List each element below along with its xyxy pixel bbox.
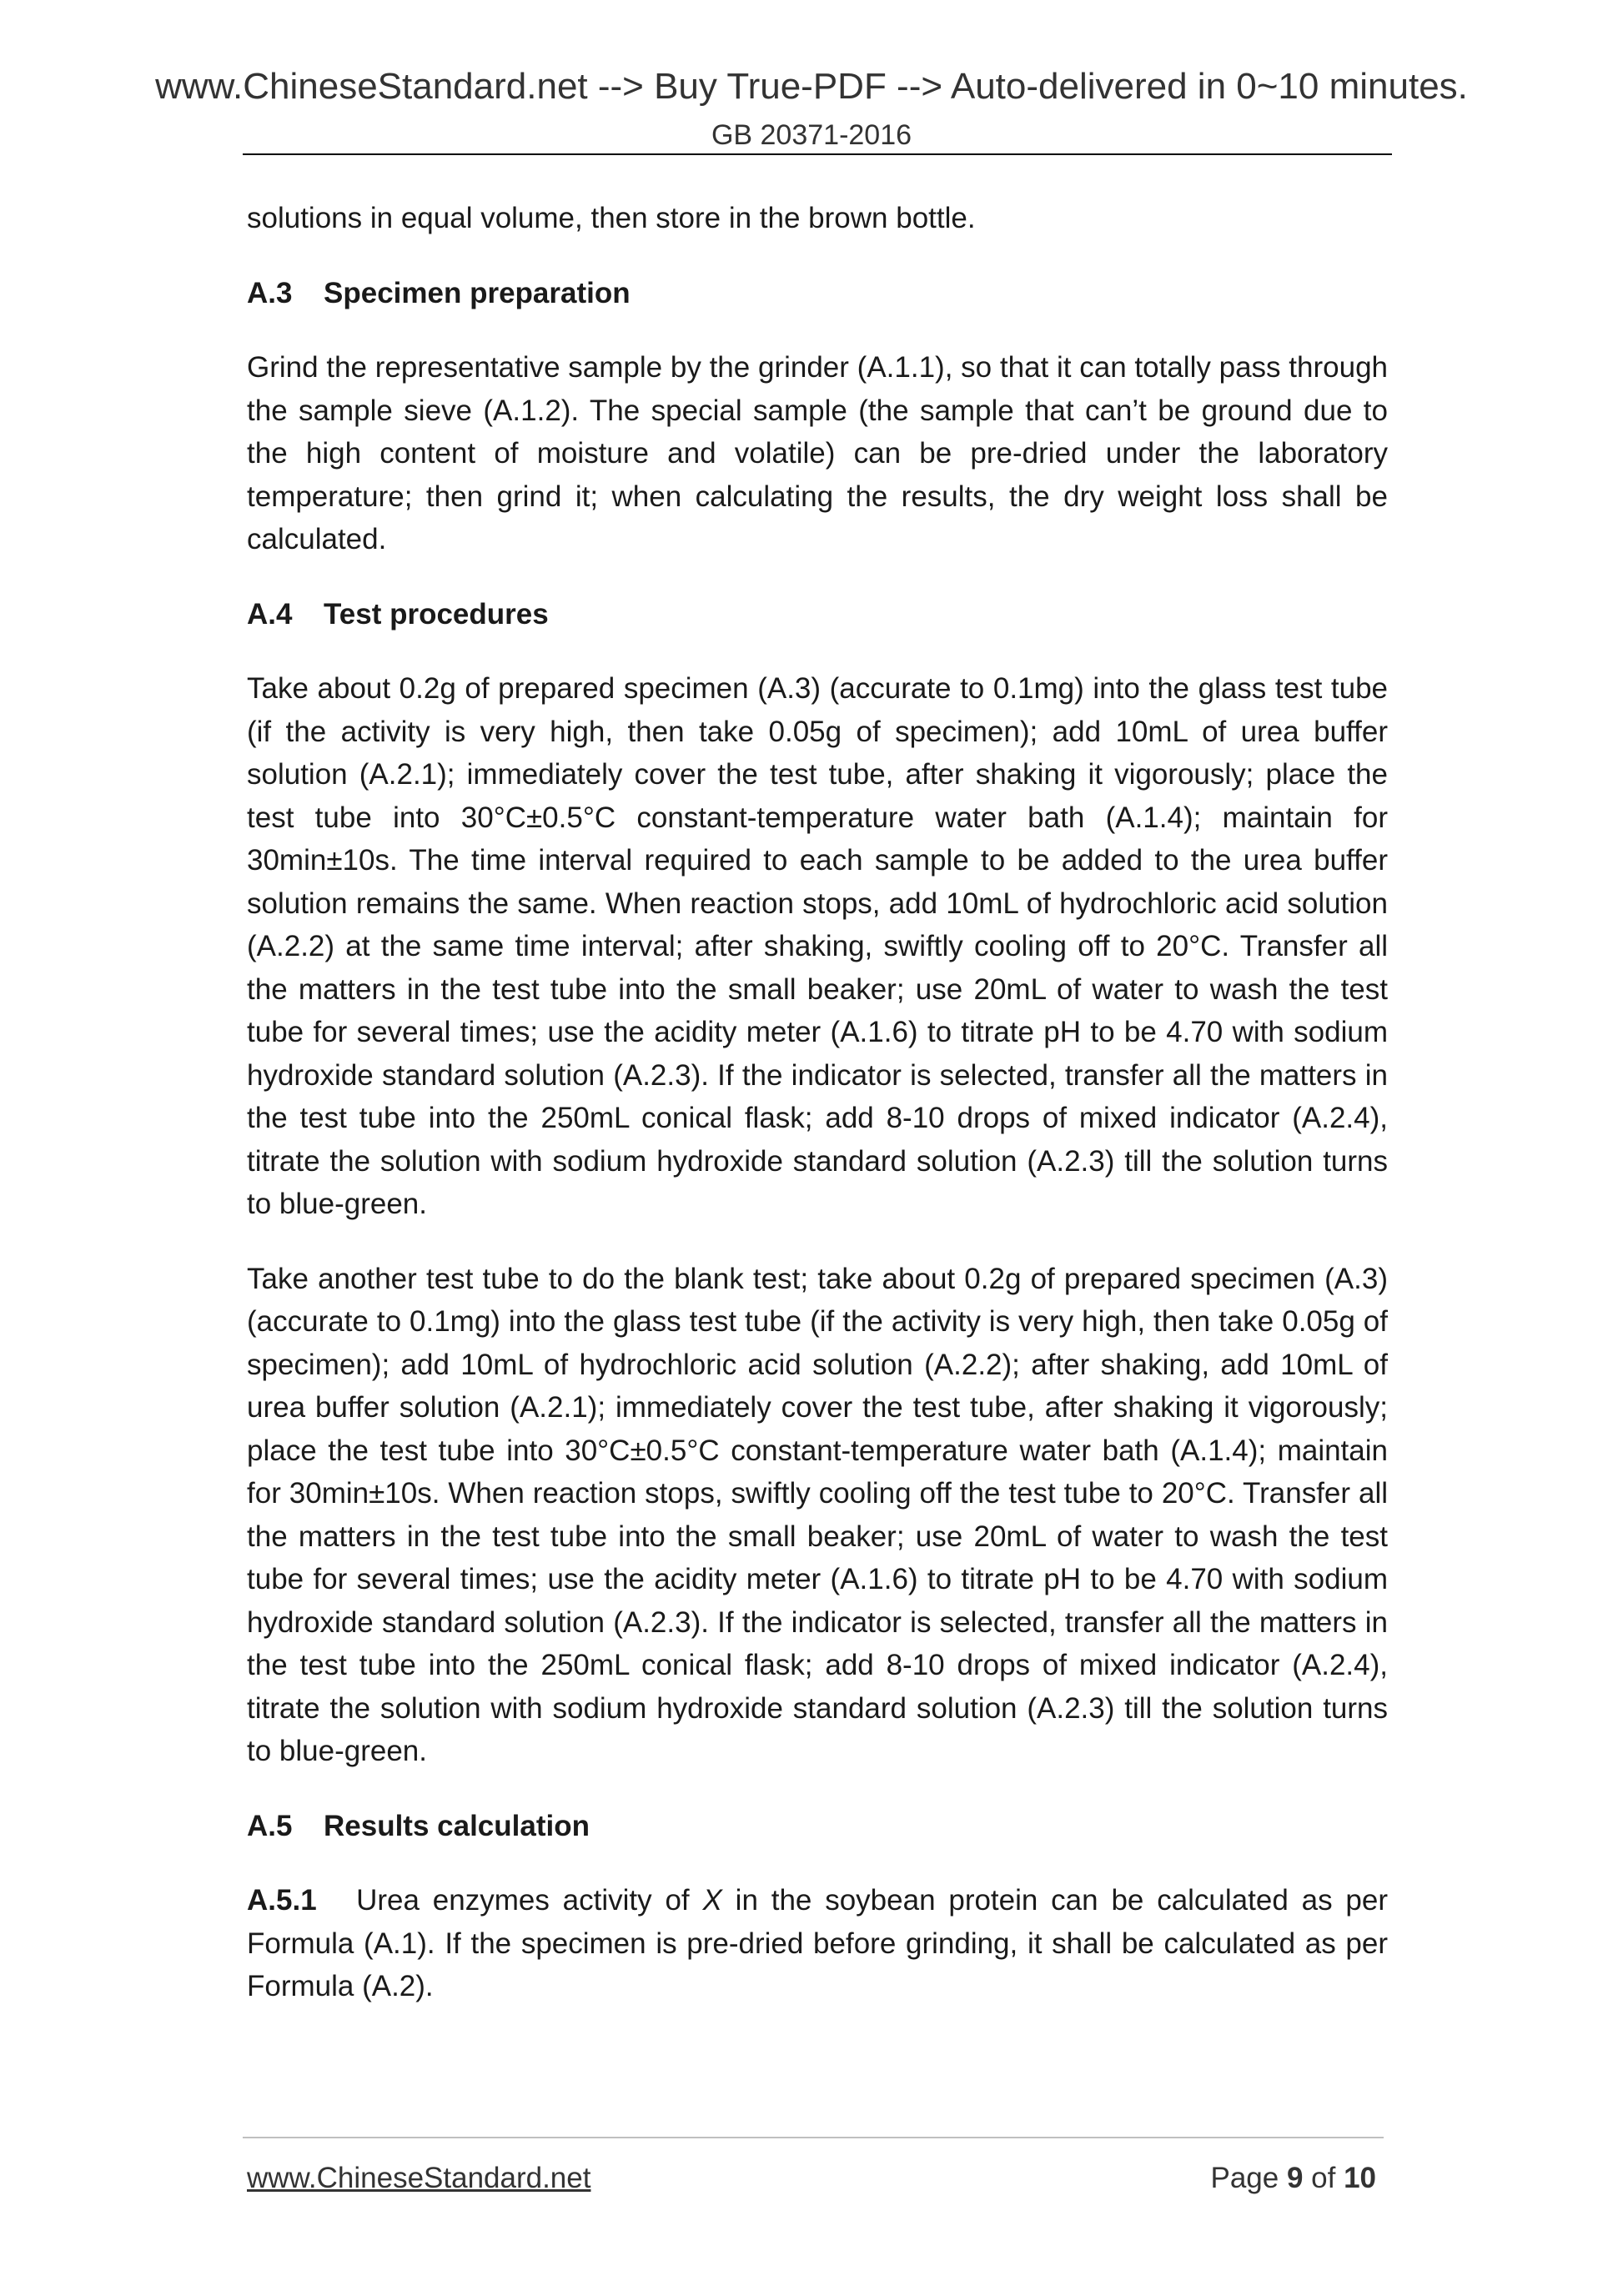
- clause-a5-1: [247, 1879, 1388, 2008]
- section-title: Specimen preparation: [324, 276, 631, 309]
- clause-text-end: in the soybean protein can be calculated as per Formula (A.1). If the specimen is pre-dried before grinding, it shall be calculated as per Formula (A.2).: [247, 1884, 1388, 2002]
- page-total: 10: [1344, 2162, 1376, 2194]
- section-heading-a4: [247, 593, 1388, 636]
- page-prefix: Page: [1210, 2162, 1287, 2194]
- section-title: Results calculation: [324, 1809, 590, 1842]
- section-heading-a5: [247, 1805, 1388, 1848]
- section-number: A.4: [247, 597, 293, 631]
- clause-variable: X: [702, 1884, 722, 1917]
- section-number: A.5: [247, 1809, 293, 1842]
- section-title: Test procedures: [324, 597, 549, 631]
- paragraph-blank-test: Take another test tube to do the blank test; take about 0.2g of prepared specimen (A.3) (accurate to 0.1mg) into the glass test tube (if the activity is very high, then take 0.05g of specimen); add 10mL of hydrochloric acid solution (A.2.2); after shaking, add 10mL of urea buffer solution (A.2.1); immediately cover the test tube, after shaking it vigorously; place the test tube into 30°C±0.5°C constant-temperature water bath (A.1.4); maintain for 30min±10s. When reaction stops, swiftly cooling off the test tube to 20°C. Transfer all the matters in the test tube into the small beaker; use 20mL of water to wash the test tube for several times; use the acidity meter (A.1.6) to titrate pH to be 4.70 with sodium hydroxide standard solution (A.2.3). If the indicator is selected, transfer all the matters in the test tube into the 250mL conical flask; add 8-10 drops of mixed indicator (A.2.4), titrate the solution with sodium hydroxide standard solution (A.2.3) till the solution turns to blue-green.: [247, 1262, 1388, 1767]
- footer-website-link[interactable]: www.ChineseStandard.net: [247, 2162, 591, 2194]
- clause-number: A.5.1: [247, 1884, 317, 1917]
- document-body: [247, 197, 1388, 2040]
- section-number: A.3: [247, 276, 293, 309]
- page-indicator: [1210, 2160, 1376, 2197]
- clause-text-start: Urea enzymes activity of: [356, 1884, 703, 1917]
- standard-number: GB 20371-2016: [711, 119, 912, 151]
- section-heading-a3: [247, 272, 1388, 315]
- footer-divider: [243, 2137, 1384, 2138]
- page-of: of: [1303, 2162, 1344, 2194]
- header-banner: www.ChineseStandard.net --> Buy True-PDF --> Auto-delivered in 0~10 minutes.: [155, 66, 1468, 107]
- header-divider: [243, 153, 1392, 155]
- page-current: 9: [1286, 2162, 1304, 2194]
- paragraph-specimen-preparation: Grind the representative sample by the grinder (A.1.1), so that it can totally pass through the sample sieve (A.1.2). The special sample (the sample that can’t be ground due to the high content of moisture and volatile) can be pre-dried under the laboratory temperature; then grind it; when calculating the results, the dry weight loss shall be calculated.: [247, 351, 1388, 555]
- continuation-paragraph: solutions in equal volume, then store in the brown bottle.: [247, 202, 976, 234]
- paragraph-test-procedure: Take about 0.2g of prepared specimen (A.3) (accurate to 0.1mg) into the glass test tube (if the activity is very high, then take 0.05g of specimen); add 10mL of urea buffer solution (A.2.1); immediately cover the test tube, after shaking it vigorously; place the test tube into 30°C±0.5°C constant-temperature water bath (A.1.4); maintain for 30min±10s. The time interval required to each sample to be added to the urea buffer solution remains the same. When reaction stops, add 10mL of hydrochloric acid solution (A.2.2) at the same time interval; after shaking, swiftly cooling off to 20°C. Transfer all the matters in the test tube into the small beaker; use 20mL of water to wash the test tube for several times; use the acidity meter (A.1.6) to titrate pH to be 4.70 with sodium hydroxide standard solution (A.2.3). If the indicator is selected, transfer all the matters in the test tube into the 250mL conical flask; add 8-10 drops of mixed indicator (A.2.4), titrate the solution with sodium hydroxide standard solution (A.2.3) till the solution turns to blue-green.: [247, 672, 1388, 1220]
